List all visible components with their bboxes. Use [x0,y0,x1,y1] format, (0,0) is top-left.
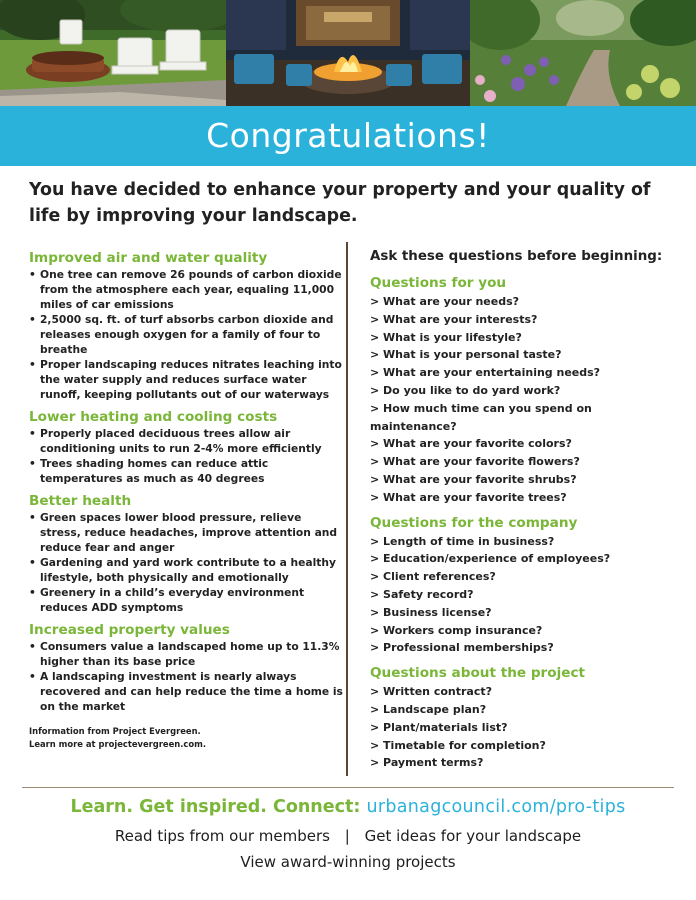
question-item: > Business license? [370,605,492,619]
section-title: Improved air and water quality [29,250,268,266]
question-item: > Timetable for completion? [370,738,546,752]
bullet-item: • A landscaping investment is nearly always recovered and can help reduce the time a home is on the market [29,669,343,714]
bullet-item: • Greenery in a child’s everyday environment reduces ADD symptoms [29,585,343,615]
cta-text: Learn. Get inspired. Connect: [70,797,361,817]
section-title: Lower heating and cooling costs [29,409,278,425]
question-item: > What are your interests? [370,312,538,326]
question-item: > Plant/materials list? [370,720,508,734]
question-item: > Length of time in business? [370,534,555,548]
question-list [370,683,670,772]
cta-url-link[interactable]: urbanagcouncil.com/pro-tips [366,797,626,817]
section-title: Increased property values [29,622,230,638]
question-item: > Landscape plan? [370,702,487,716]
photo-backyard-chairs [0,0,226,106]
question-item: > Education/experience of employees? [370,552,611,566]
bullet-list [29,639,343,714]
benefits-column [29,250,343,751]
photo-evening-firepit [226,0,470,106]
question-item: > Do you like to do yard work? [370,383,561,397]
landscape-ideas-link[interactable]: Get ideas for your landscape [364,827,582,845]
question-item: > What are your entertaining needs? [370,366,601,380]
section-title: Questions for you [370,275,507,291]
question-item: > What is your personal taste? [370,348,562,362]
questions-column [370,248,670,772]
footer-cta [0,794,696,820]
bullet-list [29,510,343,615]
member-tips-link[interactable]: Read tips from our members [114,827,330,845]
intro-text: You have decided to enhance your property and your quality of life by improving your landscape. [29,180,651,226]
award-projects-link[interactable]: View award-winning projects [240,853,456,871]
question-item: > Written contract? [370,685,492,699]
bullet-item: • Green spaces lower blood pressure, relieve stress, reduce headaches, improve attention and reduce fear and anger [29,510,343,555]
question-list [370,293,670,507]
bullet-item: • Properly placed deciduous trees allow air conditioning units to run 2-4% more efficiently [29,426,343,456]
question-item: > Safety record? [370,587,474,601]
bullet-item: • Consumers value a landscaped home up to 11.3% higher than its base price [29,639,343,669]
question-item: > What are your favorite flowers? [370,455,580,469]
footer-divider [22,787,674,788]
photo-garden-path [470,0,696,106]
question-item: > How much time can you spend on maintenance? [370,401,592,433]
question-list [370,533,670,658]
question-item: > Professional memberships? [370,641,554,655]
bullet-item: • 2,5000 sq. ft. of turf absorbs carbon dioxide and releases enough oxygen for a family of four to breathe [29,312,343,357]
questions-heading: Ask these questions before beginning: [370,249,663,264]
question-item: > What are your favorite trees? [370,490,567,504]
question-item: > What is your lifestyle? [370,330,522,344]
bullet-item: • Trees shading homes can reduce attic temperatures as much as 40 degrees [29,456,343,486]
section-title: Questions about the project [370,665,586,682]
column-divider [346,242,348,776]
header-photo-strip [0,0,696,106]
question-item: > Client references? [370,570,496,584]
question-item: > What are your favorite shrubs? [370,472,577,486]
question-item: > What are your favorite colors? [370,437,572,451]
question-item: > Workers comp insurance? [370,623,543,637]
question-item: > Payment terms? [370,756,484,770]
bullet-item: • One tree can remove 26 pounds of carbon dioxide from the atmosphere each year, equaling 11,000 miles of car emissions [29,267,343,312]
source-note [29,725,343,751]
congratulations-banner [0,106,696,166]
bullet-list [29,267,343,402]
section-title: Questions for the company [370,514,578,531]
banner-title: Congratulations! [206,116,490,155]
bullet-item: • Proper landscaping reduces nitrates leaching into the water supply and reduces surface water runoff, keeping pollutants out of our waterways [29,357,343,402]
bullet-item: • Gardening and yard work contribute to a healthy lifestyle, both physically and emotionally [29,555,343,585]
footer-links [0,823,696,875]
source-link[interactable]: Learn more at projectevergreen.com. [29,739,207,749]
question-item: > What are your needs? [370,295,520,308]
link-separator: | [344,827,350,845]
section-title: Better health [29,493,132,509]
bullet-list [29,426,343,486]
source-line: Information from Project Evergreen. [29,726,201,736]
